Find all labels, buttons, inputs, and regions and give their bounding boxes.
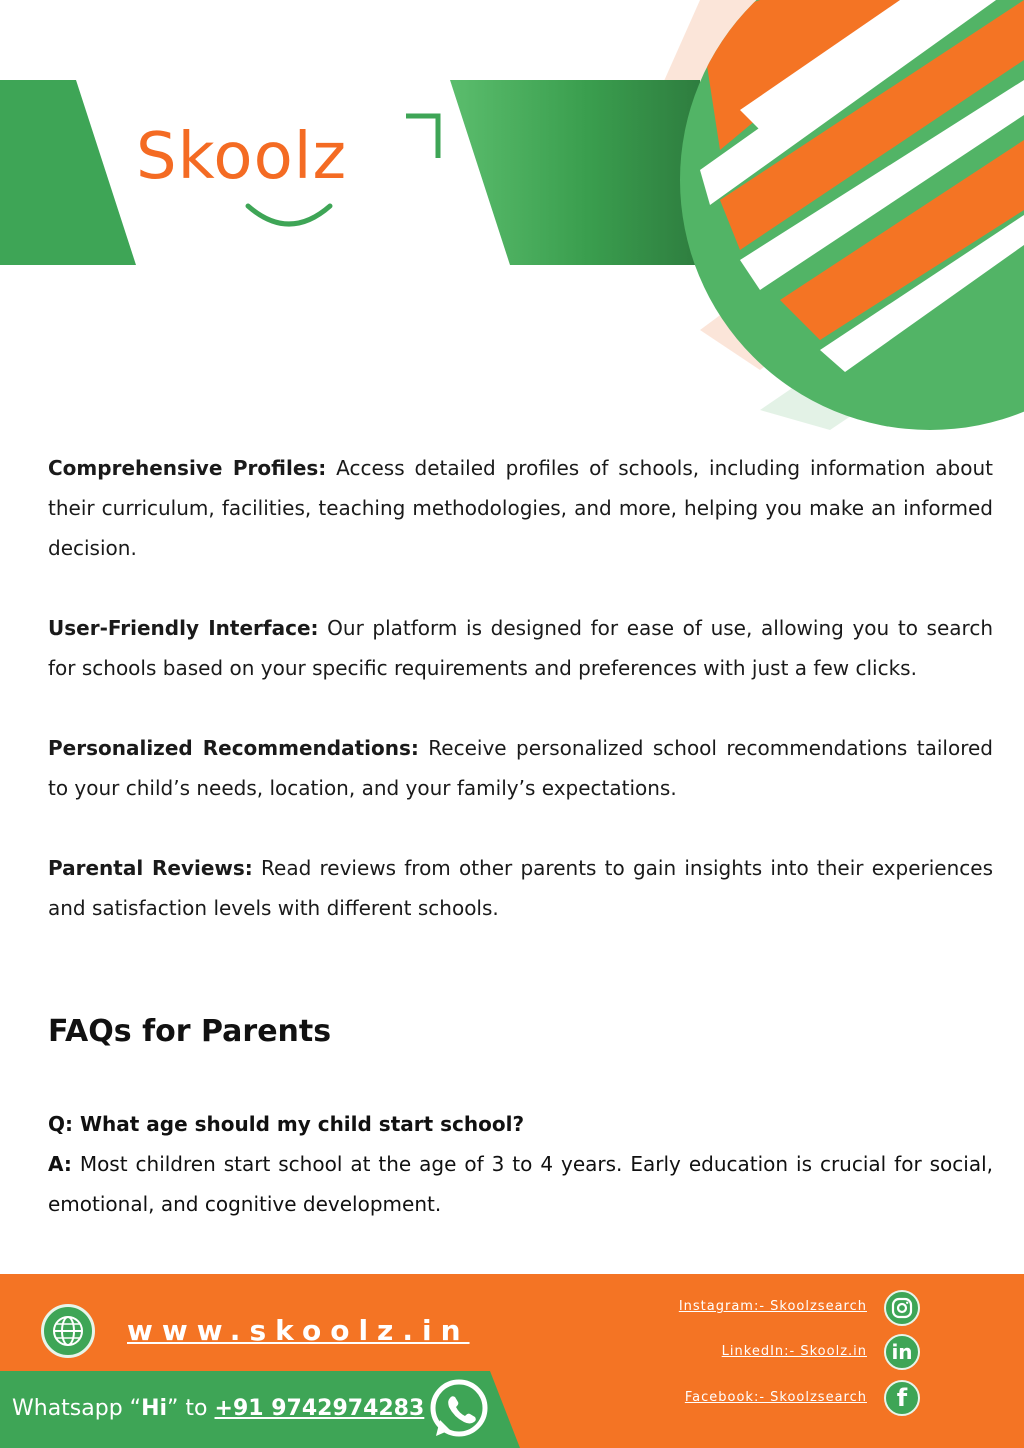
whatsapp-phone-link[interactable]: +91 9742974283 xyxy=(214,1396,425,1421)
linkedin-link[interactable]: LinkedIn:- Skoolz.in xyxy=(721,1344,867,1359)
website-link[interactable]: www.skoolz.in xyxy=(127,1314,470,1347)
feature-title: Personalized Recommendations: xyxy=(48,736,419,760)
feature-text: Receive personalized school recommendations tailored to your child’s needs, location, and your family’s expectations. xyxy=(48,736,993,800)
faq-answer-text: Most children start school at the age of 3 to 4 years. Early education is crucial for social, emotional, and cognitive development. xyxy=(48,1152,993,1216)
feature-personalized-recommendations xyxy=(48,728,993,808)
instagram-link[interactable]: Instagram:- Skoolzsearch xyxy=(678,1299,867,1314)
whatsapp-mid: ” to xyxy=(167,1396,215,1421)
whatsapp-cta xyxy=(12,1396,424,1421)
faq-item xyxy=(48,1104,993,1224)
feature-text: Read reviews from other parents to gain insights into their experiences and satisfaction levels with different schools. xyxy=(48,856,993,920)
skoolz-logo[interactable] xyxy=(136,112,456,232)
whatsapp-prefix: Whatsapp “ xyxy=(12,1396,142,1421)
feature-title: Parental Reviews: xyxy=(48,856,253,880)
logo-corner-arrow-icon xyxy=(404,112,444,160)
faq-heading: FAQs for Parents xyxy=(48,1014,332,1049)
whatsapp-icon[interactable] xyxy=(428,1378,490,1440)
logo-smile-icon xyxy=(244,202,334,230)
linkedin-icon[interactable]: in xyxy=(884,1334,920,1370)
faq-answer-label: A: xyxy=(48,1152,72,1176)
feature-comprehensive-profiles xyxy=(48,448,993,568)
feature-parental-reviews xyxy=(48,848,993,928)
main-content xyxy=(48,448,993,1216)
feature-title: Comprehensive Profiles: xyxy=(48,456,327,480)
facebook-icon[interactable]: f xyxy=(884,1380,920,1416)
feature-text: Our platform is designed for ease of use, allowing you to search for schools based on your specific requirements and preferences with just a few clicks. xyxy=(48,616,993,680)
facebook-link[interactable]: Facebook:- Skoolzsearch xyxy=(684,1390,867,1405)
faq-question: Q: What age should my child start school? xyxy=(48,1112,525,1136)
instagram-icon[interactable] xyxy=(884,1290,920,1326)
logo-text: Skoolz xyxy=(136,120,348,194)
feature-title: User-Friendly Interface: xyxy=(48,616,319,640)
whatsapp-hi: Hi xyxy=(141,1396,168,1421)
feature-user-friendly-interface xyxy=(48,608,993,688)
footer xyxy=(0,1274,1024,1448)
feature-text: Access detailed profiles of schools, including information about their curriculum, facilities, teaching methodologies, and more, helping you make an informed decision. xyxy=(48,456,993,560)
faq-answer xyxy=(48,1144,993,1224)
globe-icon xyxy=(41,1304,95,1358)
